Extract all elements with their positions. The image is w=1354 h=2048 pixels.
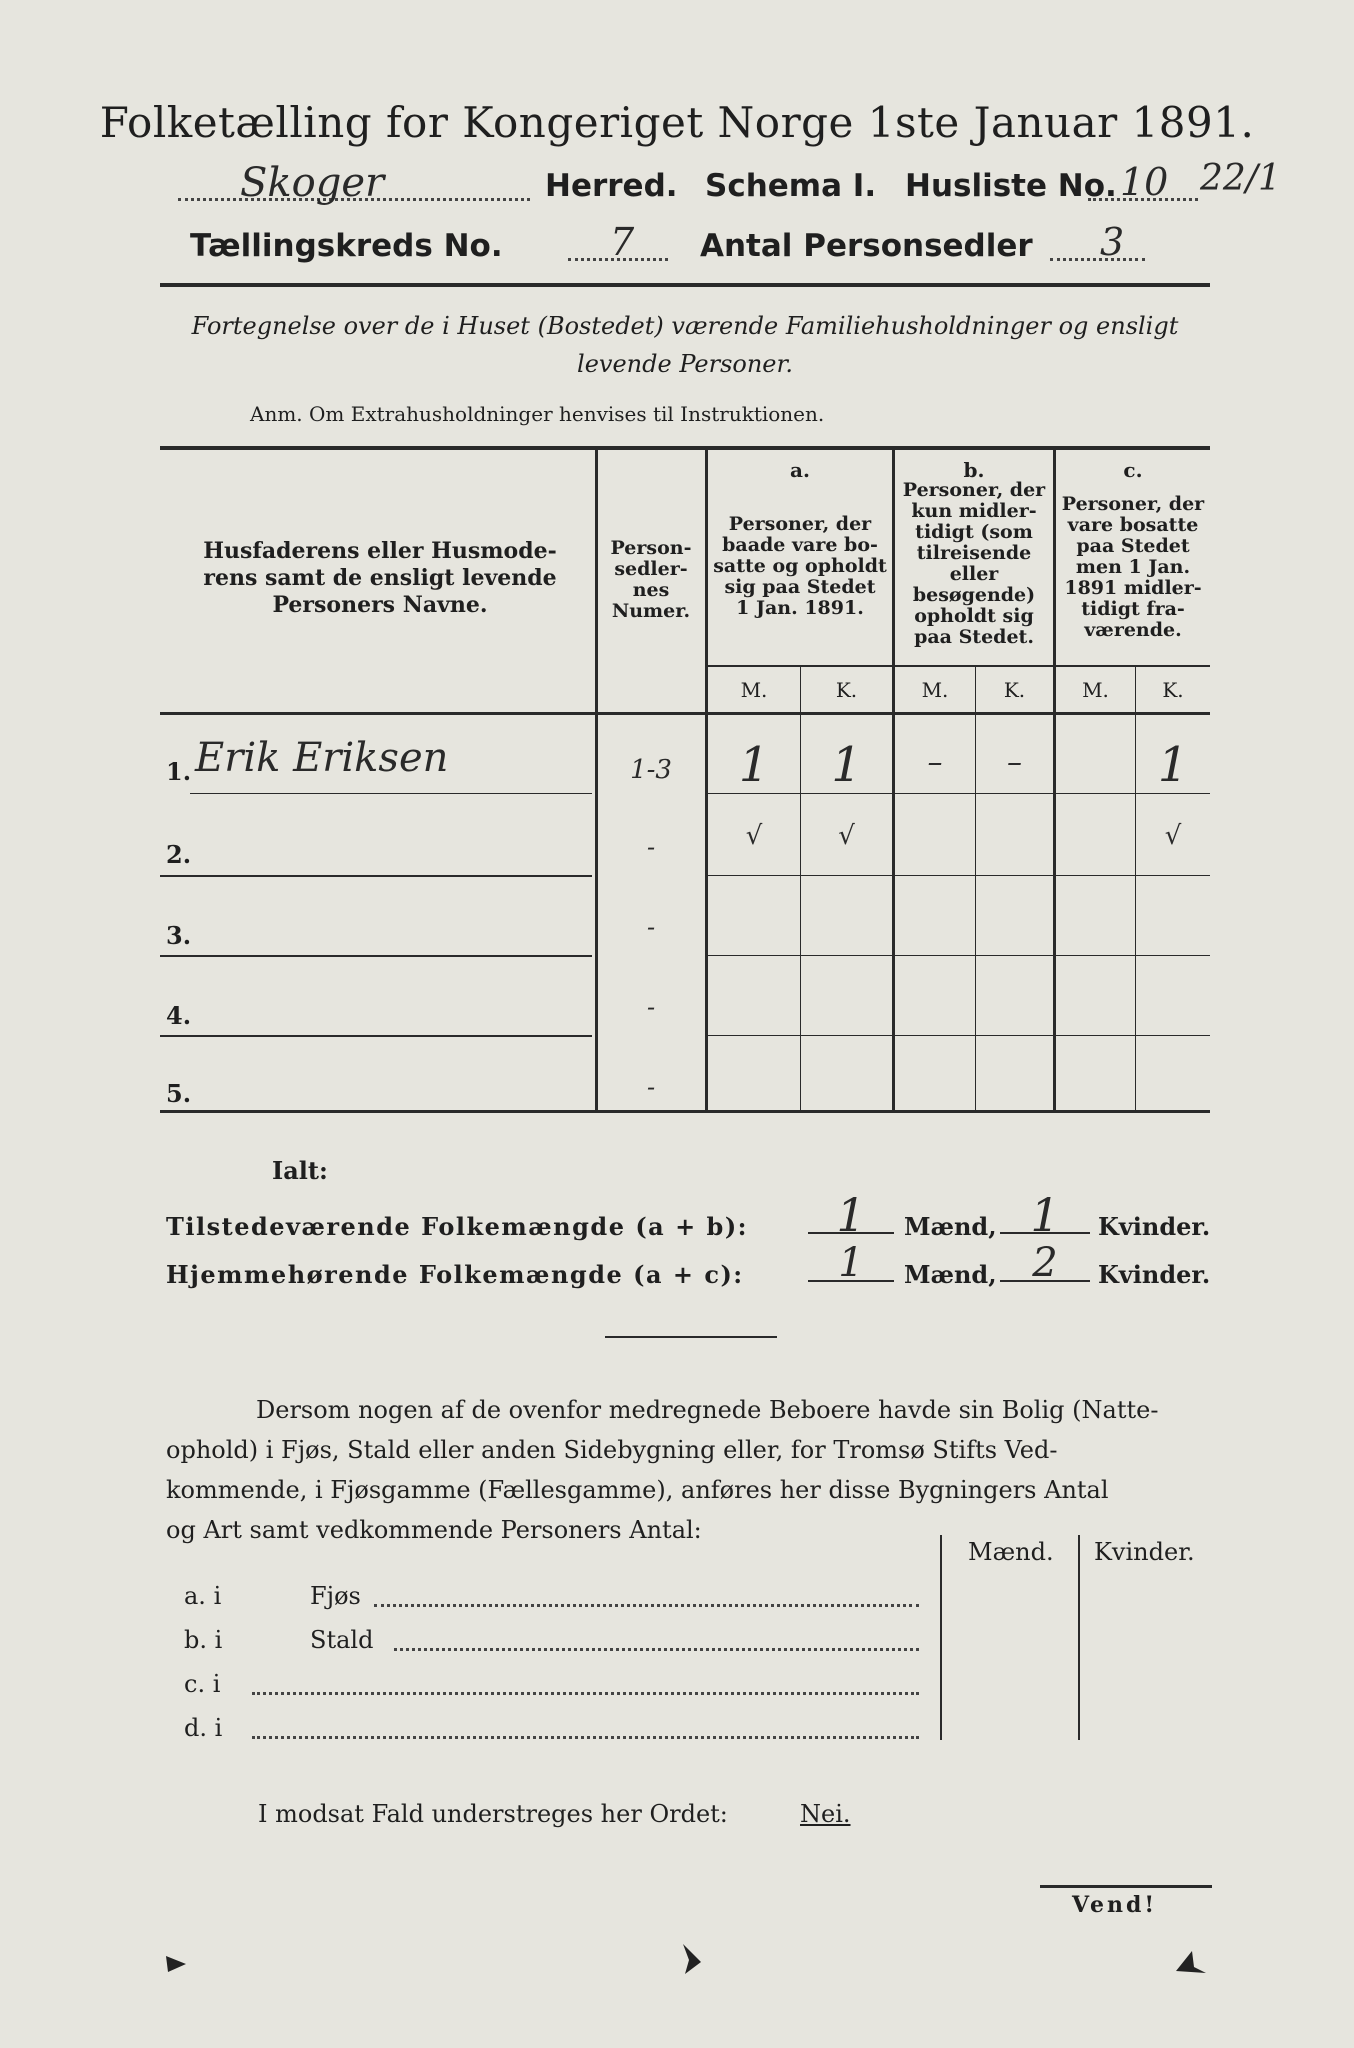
row-number: 2.: [166, 840, 192, 869]
total-present-kvinder: Kvinder.: [1098, 1212, 1211, 1241]
col-a-k-label: K.: [835, 678, 858, 702]
husliste-extra: 22/1: [1200, 158, 1281, 199]
table-row: [0, 1037, 1354, 1109]
husliste-label: Husliste No.: [905, 168, 1117, 204]
col-a-header-l2: baade vare bo-: [722, 534, 878, 556]
section-divider: [605, 1336, 777, 1338]
registration-mark-right-icon: [1170, 1945, 1210, 1979]
closing-label: I modsat Fald understreges her Ordet:: [258, 1800, 728, 1828]
col-b-k-label: K.: [1003, 678, 1026, 702]
vend-label: Vend!: [1072, 1892, 1158, 1918]
total-resident-k: 2: [1032, 1240, 1058, 1286]
col-b-header-l5: eller: [949, 563, 999, 585]
registration-mark-left-icon: [162, 1950, 202, 1980]
col-c-header-l4: men 1 Jan.: [1075, 556, 1191, 578]
intro-line2: levende Personer.: [577, 350, 793, 378]
antal-label: Antal Personsedler: [700, 228, 1033, 264]
col-c-header-l3: paa Stedet: [1076, 535, 1190, 557]
buildings-item-letter: c. i: [184, 1670, 221, 1698]
row-a-k: 1: [831, 737, 862, 793]
col-b-letter: b.: [963, 458, 985, 482]
col-a-m-label: M.: [740, 678, 768, 702]
buildings-line2: ophold) i Fjøs, Stald eller anden Sidebygning eller, for Tromsø Stifts Ved-: [166, 1436, 1058, 1464]
closing-word: Nei.: [800, 1800, 851, 1828]
col-b-m-label: M.: [921, 678, 949, 702]
col-c-letter: c.: [1123, 458, 1143, 482]
col-c-header-l5: 1891 midler-: [1064, 577, 1202, 599]
buildings-vline-2: [1078, 1535, 1080, 1740]
table-row: [0, 877, 1354, 957]
buildings-item-dots: [252, 1692, 919, 1695]
row-number: 5.: [166, 1079, 192, 1108]
row-c-k: 1: [1157, 737, 1189, 793]
table-row: [0, 957, 1354, 1037]
col-b-header-l2: kun midler-: [911, 500, 1037, 522]
row-name: Erik Eriksen: [195, 735, 449, 781]
buildings-item-letter: b. i: [184, 1626, 223, 1654]
row-b-m: –: [927, 745, 943, 780]
antal-value: 3: [1100, 220, 1125, 264]
col-b-header-l6: besøgende): [912, 584, 1036, 606]
table-row: [0, 715, 1354, 795]
row-numer: -: [646, 833, 656, 861]
buildings-vline-1: [940, 1535, 942, 1740]
row-rule: [708, 1035, 1210, 1036]
buildings-item: [184, 1670, 934, 1710]
buildings-line3: kommende, i Fjøsgamme (Fællesgamme), anføres her disse Bygningers Antal: [166, 1476, 1109, 1504]
total-resident-kvinder: Kvinder.: [1098, 1260, 1211, 1289]
intro-line1: Fortegnelse over de i Huset (Bostedet) værende Familiehusholdninger og ensligt: [191, 312, 1179, 340]
buildings-item-letter: d. i: [184, 1714, 223, 1742]
col-num-header-l3: nes: [632, 579, 670, 601]
col-b-header-l1: Personer, der: [902, 479, 1046, 501]
kreds-label: Tællingskreds No.: [190, 228, 503, 264]
document-title: Folketælling for Kongeriget Norge 1ste Januar 1891.: [99, 98, 1255, 147]
col-name-header-l2: rens samt de ensligt levende: [203, 565, 557, 591]
header-rule: [160, 283, 1210, 287]
total-present-maend: Mænd,: [904, 1212, 997, 1241]
row-numer: 1-3: [630, 755, 672, 785]
herred-label: Herred.: [545, 168, 678, 204]
vend-rule: [1040, 1885, 1212, 1888]
col-name-header-l1: Husfaderens eller Husmode-: [203, 538, 557, 564]
row-c-k: √: [1164, 821, 1182, 851]
total-resident-maend: Mænd,: [904, 1260, 997, 1289]
col-b-header-l7: opholdt sig: [914, 605, 1034, 627]
row-rule: [708, 875, 1210, 876]
table-row: [0, 795, 1354, 877]
anm-note: Anm. Om Extrahusholdninger henvises til Instruktionen.: [250, 402, 825, 426]
row-a-m: 1: [738, 737, 770, 793]
row-number: 3.: [166, 921, 192, 950]
col-c-header: [1056, 494, 1210, 641]
row-b-k: –: [1007, 745, 1022, 780]
buildings-kvinder-header: Kvinder.: [1094, 1538, 1195, 1566]
herred-value: Skoger: [240, 160, 385, 206]
col-num-header: [598, 538, 704, 622]
antal-dotline: [1050, 258, 1145, 261]
col-b-header-l8: paa Stedet.: [914, 626, 1034, 648]
buildings-line4: og Art samt vedkommende Personers Antal:: [166, 1516, 702, 1544]
row-rule: [708, 955, 1210, 956]
buildings-item-label: Stald: [310, 1626, 374, 1654]
total-present-m: 1: [836, 1188, 866, 1242]
col-name-header-l3: Personers Navne.: [272, 592, 488, 618]
col-c-k-label: K.: [1162, 678, 1184, 702]
row-a-k: √: [838, 821, 855, 851]
row-number: 4.: [166, 1001, 192, 1030]
buildings-item: [184, 1714, 934, 1754]
table-bottom-rule: [160, 1110, 1210, 1113]
col-a-header: [708, 514, 892, 619]
col-b-header-l3: tidigt (som: [915, 521, 1033, 543]
buildings-paragraph: [166, 1390, 1216, 1550]
col-c-header-l2: vare bosatte: [1067, 514, 1199, 536]
total-present-label: Tilstedeværende Folkemængde (a + b):: [166, 1212, 749, 1241]
total-resident-label: Hjemmehørende Folkemængde (a + c):: [166, 1260, 744, 1289]
row-a-m: √: [745, 821, 763, 851]
husliste-value: 10: [1120, 160, 1169, 204]
col-name-header: [170, 538, 590, 619]
buildings-item: [184, 1626, 934, 1666]
row-number: 1.: [166, 757, 192, 786]
total-resident-m: 1: [838, 1240, 864, 1286]
buildings-item: [184, 1582, 934, 1622]
row-rule: [708, 793, 1210, 794]
kreds-value: 7: [610, 220, 635, 264]
col-a-header-l5: 1 Jan. 1891.: [736, 597, 864, 619]
col-b-header: [895, 480, 1053, 648]
col-a-header-l1: Personer, der: [728, 513, 872, 535]
col-a-header-l4: sig paa Stedet: [724, 576, 876, 598]
total-present-k: 1: [1030, 1188, 1060, 1242]
buildings-item-dots: [252, 1736, 919, 1739]
col-b-header-l4: tilreisende: [916, 542, 1032, 564]
col-a-header-l3: satte og opholdt: [713, 555, 887, 577]
buildings-maend-header: Mænd.: [968, 1538, 1054, 1566]
row-rule: [190, 793, 592, 794]
buildings-item-dots: [374, 1604, 919, 1607]
buildings-item-label: Fjøs: [310, 1582, 361, 1610]
col-c-m-label: M.: [1082, 678, 1109, 702]
col-num-header-l2: sedler-: [614, 558, 688, 580]
col-c-header-l1: Personer, der: [1061, 493, 1205, 515]
row-numer: -: [646, 993, 656, 1021]
col-num-header-l4: Numer.: [611, 600, 691, 622]
row-numer: -: [646, 1073, 656, 1101]
registration-mark-center-icon: [675, 1940, 715, 1980]
col-c-header-l6: tidigt fra-: [1081, 598, 1185, 620]
col-num-header-l1: Person-: [610, 537, 692, 559]
ialt-label: Ialt:: [272, 1156, 328, 1185]
schema-label: Schema I.: [705, 168, 877, 204]
col-a-letter: a.: [790, 458, 810, 482]
buildings-line1: Dersom nogen af de ovenfor medregnede Beboere havde sin Bolig (Natte-: [256, 1396, 1159, 1424]
buildings-item-letter: a. i: [184, 1582, 222, 1610]
row-numer: -: [646, 913, 656, 941]
col-c-header-l7: værende.: [1084, 619, 1182, 641]
buildings-item-dots: [394, 1648, 919, 1651]
